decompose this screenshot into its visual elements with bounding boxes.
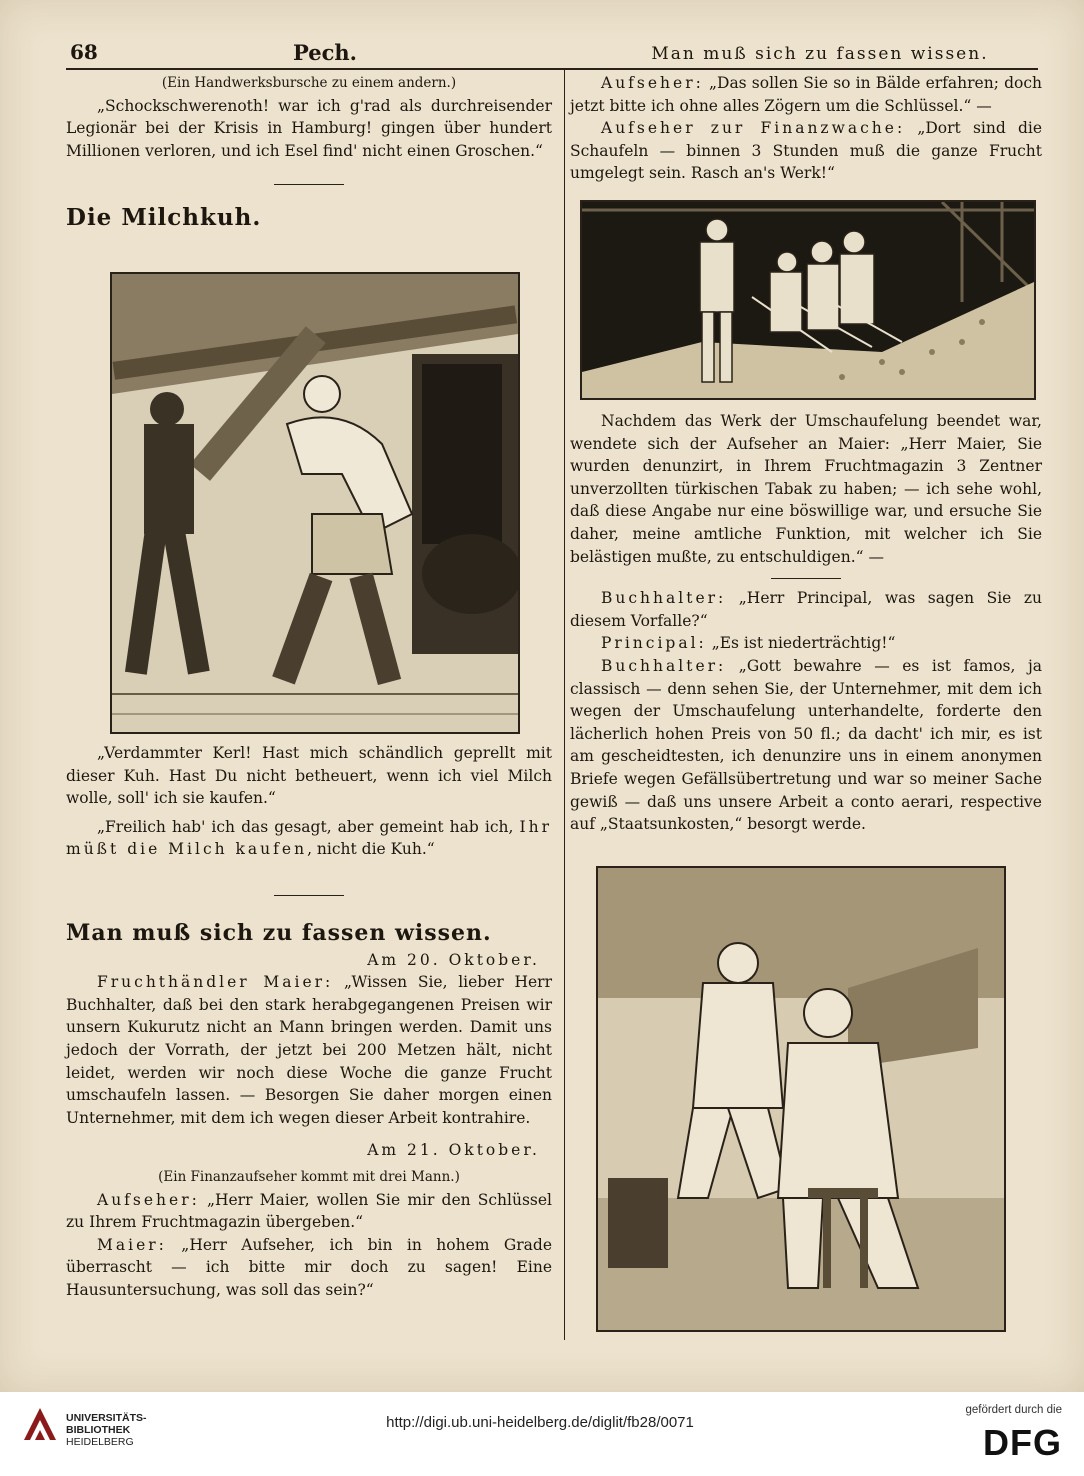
aufseher-speech-1: Aufseher: „Herr Maier, wollen Sie mir den Schlüssel zu Ihrem Fruchtmagazin übergeben.“ xyxy=(66,1190,552,1232)
milchkuh-illustration xyxy=(110,272,520,734)
left-page-title: Pech. xyxy=(293,40,357,65)
milchkuh-and-fassen-section xyxy=(66,742,552,1301)
shovelling-illustration xyxy=(580,200,1036,400)
fassen-title: Man muß sich zu fassen wissen. xyxy=(66,919,492,946)
milchkuh-paragraph-1: „Verdammter Kerl! Hast mich schändlich geprellt mit dieser Kuh. Hast Du nicht betheuert, wenn ich viel Milch wolle, soll' ich sie kaufen.“ xyxy=(66,744,552,808)
university-library-name: UNIVERSITÄTS- BIBLIOTHEK HEIDELBERG xyxy=(66,1412,147,1448)
buchhalter-explanation: Buchhalter: „Gott bewahre — es ist famos, ja classisch — denn sehen Sie, der Unternehmer, mit dem ich wegen der Umschaufelung unterhandelte, forderte den lächerlich hohen Preis von 50 fl.; da dacht' ich mir, es ist am gescheidtesten, ich denunzire uns in einem anonymen Briefe wegen Gefällsübertretung und war so meiner Sache gewiß — daß uns unsere Arbeit a conto aerari, respective auf „Staatsunkosten,“ besorgt werde. xyxy=(570,656,1042,834)
right-column-top xyxy=(570,72,1042,185)
milchkuh-title: Die Milchkuh. xyxy=(66,204,262,232)
milchkuh-paragraph-2: „Freilich hab' ich das gesagt, aber gemeint hab ich, Ihr müßt die Milch kaufen, nicht die Kuh.“ xyxy=(66,817,552,859)
pech-text: „Schockschwerenoth! war ich g'rad als durchreisender Legionär bei der Krisis in Hamburg! gingen über hundert Millionen verloren, und ich Esel find' nicht einen Groschen.“ xyxy=(66,96,552,160)
digitization-footer xyxy=(0,1392,1084,1476)
date-20-october: Am 20. Oktober. xyxy=(367,950,540,969)
university-library-logo-icon xyxy=(20,1404,60,1444)
source-url-link[interactable]: http://digi.ub.uni-heidelberg.de/diglit/fb28/0071 xyxy=(386,1414,694,1431)
pech-section xyxy=(66,72,552,230)
funding-label: gefördert durch die xyxy=(965,1404,1062,1416)
column-divider xyxy=(564,70,565,1340)
right-column-middle xyxy=(570,410,1042,836)
maier-reply: Maier: „Herr Aufseher, ich bin in hohem Grade überrascht — ich bitte mir doch zu sagen! Eine Hausuntersuchung, was soll das sein?“ xyxy=(66,1235,552,1299)
maier-speech: Fruchthändler Maier: „Wissen Sie, lieber Herr Buchhalter, daß bei den stark herabgegangenen Preisen wir unsern Kukurutz nicht an Mann bringen werden. Damit uns jedoch der Vorrath, der jetzt bei 200 Metzen hält, nicht leidet, werden wir noch diese Woche die ganze Frucht umschaufeln lassen. — Besorgen Sie daher morgen einen Unternehmer, mit dem ich wegen dieser Arbeit kontrahire. xyxy=(66,973,552,1127)
buchhalter-question: Buchhalter: „Herr Principal, was sagen Sie zu diesem Vorfalle?“ xyxy=(570,589,1042,630)
dfg-logo: DFG xyxy=(983,1422,1062,1463)
date-21-october: Am 21. Oktober. xyxy=(367,1141,540,1160)
page-number: 68 xyxy=(70,40,98,64)
header-rule xyxy=(66,68,1038,70)
aufseher-to-finanzwache: Aufseher zur Finanzwache: „Dort sind die Schaufeln — binnen 3 Stunden muß die ganze Frucht umgelegt sein. Rasch an's Werk!“ xyxy=(570,119,1042,183)
pech-note: (Ein Handwerksbursche zu einem andern.) xyxy=(161,75,457,91)
umschaufelung-paragraph: Nachdem das Werk der Umschaufelung beendet war, wendete sich der Aufseher an Maier: „Herr Maier, Sie wurden denunzirt, in Ihrem Fruchtmagazin 3 Zentner unverzollten türkischen Tabak zu haben; — ich sehe wohl, daß diese Angabe nur eine böswillige war, und ersuche Sie daher, meine amtliche Funktion, mit welcher ich Sie belästigen mußte, zu entschuldigen.“ — xyxy=(570,412,1042,566)
right-running-head: Man muß sich zu fassen wissen. xyxy=(651,44,989,64)
finanzaufseher-note: (Ein Finanzaufseher kommt mit drei Mann.) xyxy=(158,1168,460,1185)
laughing-men-illustration xyxy=(596,866,1006,1332)
aufseher-speech-2: Aufseher: „Das sollen Sie so in Bälde erfahren; doch jetzt bitte ich ohne alles Zögern um die Schlüssel.“ — xyxy=(570,74,1042,115)
principal-reply: Principal: „Es ist niederträchtig!“ xyxy=(601,634,896,653)
